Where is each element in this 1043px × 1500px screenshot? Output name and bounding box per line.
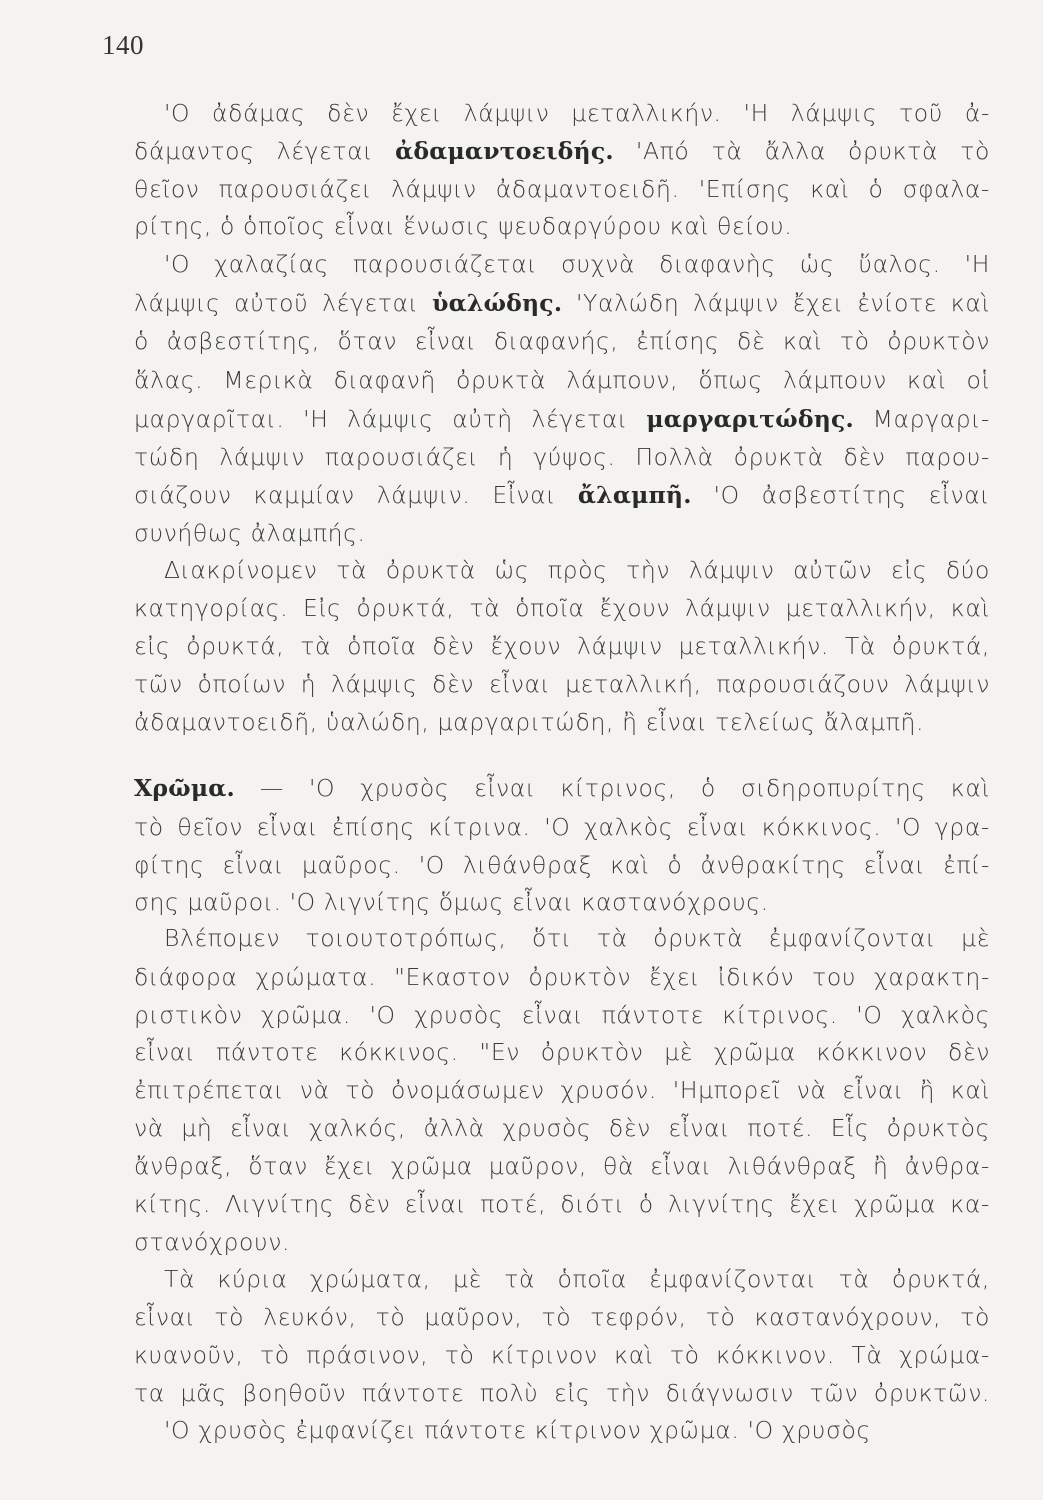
text-line [134, 705, 990, 739]
text-segment: εἰς ὀρυκτά, τὰ ὁποῖα δὲν ἔχουν λάμψιν μεταλλικήν. Τὰ ὀρυκτά, [134, 632, 990, 660]
text-line [134, 286, 990, 320]
text-line [134, 998, 990, 1032]
text-segment: 'Ο ἀδάμας δὲν ἔχει λάμψιν μεταλλικήν. 'Η λάμψις τοῦ ἀ- [164, 99, 990, 127]
text-line [134, 1413, 990, 1447]
text-line [134, 478, 990, 512]
text-line [134, 440, 990, 474]
text-segment: ρίτης, ὁ ὁποῖος εἶναι ἕνωσις ψευδαργύρου καὶ θείου. [134, 212, 793, 240]
bold-term: ἀδαμαντοειδής. [395, 137, 614, 165]
text-segment: Διακρίνομεν τὰ ὀρυκτὰ ὡς πρὸς τὴν λάμψιν αὐτῶν εἰς δύο [164, 556, 990, 584]
bold-term: μαργαριτώδης. [646, 405, 854, 433]
text-segment: Μαργαρι- [853, 405, 990, 433]
text-line [134, 1262, 990, 1296]
text-segment: διάφορα χρώματα. "Εκαστον ὀρυκτὸν ἔχει ἰδικόν του χαρακτη- [134, 963, 990, 991]
text-segment: τα μᾶς βοηθοῦν πάντοτε πολὺ εἰς τὴν διάγνωσιν τῶν ὀρυκτῶν. [134, 1379, 990, 1407]
text-segment: ριστικὸν χρῶμα. 'Ο χρυσὸς εἶναι πάντοτε κίτρινος. 'Ο χαλκὸς [134, 1001, 990, 1029]
bold-term: Χρῶμα. [134, 774, 235, 802]
text-line [134, 960, 990, 994]
text-segment: σης μαῦροι. 'Ο λιγνίτης ὅμως εἶναι καστανόχρους. [134, 888, 769, 916]
text-segment: 'Ο χαλαζίας παρουσιάζεται συχνὰ διαφανὴς ὡς ὕαλος. 'Η [164, 250, 990, 278]
text-line [134, 324, 990, 358]
text-line [134, 1187, 990, 1221]
text-segment: 'Ο χρυσὸς ἐμφανίζει πάντοτε κίτρινον χρῶμα. 'Ο χρυσὸς [164, 1416, 871, 1444]
text-line [134, 247, 990, 281]
text-line [134, 134, 990, 168]
bold-term: ὑαλώδης. [432, 289, 563, 317]
text-segment: νὰ μὴ εἶναι χαλκός, ἀλλὰ χρυσὸς δὲν εἶναι ποτέ. Εἷς ὀρυκτὸς [134, 1114, 990, 1142]
text-line [134, 1073, 990, 1107]
text-segment: 'Από τὰ ἄλλα ὀρυκτὰ τὸ [613, 137, 990, 165]
text-line [134, 209, 990, 243]
text-segment: δάμαντος λέγεται [134, 137, 396, 165]
text-line [134, 1149, 990, 1183]
text-segment: ἀδαμαντοειδῆ, ὑαλώδη, μαργαριτώδη, ἢ εἶναι τελείως ἄλαμπῆ. [134, 708, 925, 736]
text-line [134, 771, 990, 805]
text-segment: Τὰ κύρια χρώματα, μὲ τὰ ὁποῖα ἐμφανίζονται τὰ ὀρυκτά, [164, 1265, 990, 1293]
text-segment: ἄνθραξ, ὅταν ἔχει χρῶμα μαῦρον, θὰ εἶναι λιθάνθραξ ἢ ἀνθρα- [134, 1152, 990, 1180]
text-line [134, 629, 990, 663]
text-line [134, 848, 990, 882]
text-segment: 'Ο ἀσβεστίτης εἶναι [691, 481, 990, 509]
text-segment: συνήθως ἀλαμπής. [134, 519, 366, 547]
text-segment: λάμψις αὐτοῦ λέγεται [134, 289, 433, 317]
text-segment: σιάζουν καμμίαν λάμψιν. Εἶναι [134, 481, 578, 509]
text-segment: Βλέπομεν τοιουτοτρόπως, ὅτι τὰ ὀρυκτὰ ἐμφανίζονται μὲ [164, 924, 990, 952]
text-line [134, 1111, 990, 1145]
text-line [134, 885, 990, 919]
text-line [134, 1300, 990, 1334]
page-number: 140 [102, 30, 144, 60]
text-segment: εἶναι πάντοτε κόκκινος. "Εν ὀρυκτὸν μὲ χρῶμα κόκκινον δὲν [134, 1038, 990, 1066]
text-segment: κυανοῦν, τὸ πράσινον, τὸ κίτρινον καὶ τὸ κόκκινον. Τὰ χρώμα- [134, 1341, 990, 1369]
text-segment: θεῖον παρουσιάζει λάμψιν ἀδαμαντοειδῆ. 'Επίσης καὶ ὁ σφαλα- [134, 175, 990, 203]
text-line [134, 516, 990, 550]
text-line [134, 363, 990, 397]
text-line [134, 921, 990, 955]
text-segment: κατηγορίας. Εἰς ὀρυκτά, τὰ ὁποῖα ἔχουν λάμψιν μεταλλικήν, καὶ [134, 594, 990, 622]
text-segment: τὸ θεῖον εἶναι ἐπίσης κίτρινα. 'Ο χαλκὸς εἶναι κόκκινος. 'Ο γρα- [134, 813, 990, 841]
text-segment: φίτης εἶναι μαῦρος. 'Ο λιθάνθραξ καὶ ὁ ἀνθρακίτης εἶναι ἐπί- [134, 851, 990, 879]
text-line [134, 172, 990, 206]
text-segment: — 'Ο χρυσὸς εἶναι κίτρινος, ὁ σιδηροπυρίτης καὶ [234, 774, 990, 802]
text-segment: τῶν ὁποίων ἡ λάμψις δὲν εἶναι μεταλλική, παρουσιάζουν λάμψιν [134, 670, 990, 698]
text-segment: τώδη λάμψιν παρουσιάζει ἡ γύψος. Πολλὰ ὀρυκτὰ δὲν παρου- [134, 443, 990, 471]
text-segment: ἅλας. Μερικὰ διαφανῆ ὀρυκτὰ λάμπουν, ὅπως λάμπουν καὶ οἱ [134, 366, 990, 394]
text-segment: εἶναι τὸ λευκόν, τὸ μαῦρον, τὸ τεφρόν, τὸ καστανόχρουν, τὸ [134, 1303, 990, 1331]
text-segment: στανόχρουν. [134, 1228, 291, 1256]
text-line [134, 810, 990, 844]
text-line [134, 96, 990, 130]
bold-term: ἄλαμπῆ. [577, 481, 692, 509]
text-line [134, 1338, 990, 1372]
text-segment: μαργαρῖται. 'Η λάμψις αὐτὴ λέγεται [134, 405, 647, 433]
text-line [134, 667, 990, 701]
text-line [134, 1376, 990, 1410]
text-segment: ἐπιτρέπεται νὰ τὸ ὀνομάσωμεν χρυσόν. 'Ημπορεῖ νὰ εἶναι ἢ καὶ [134, 1076, 990, 1104]
text-line [134, 591, 990, 625]
text-line [134, 553, 990, 587]
text-line [134, 1225, 990, 1259]
text-line [134, 1035, 990, 1069]
text-segment: 'Υαλώδη λάμψιν ἔχει ἐνίοτε καὶ [562, 289, 990, 317]
text-line [134, 402, 990, 436]
text-segment: κίτης. Λιγνίτης δὲν εἶναι ποτέ, διότι ὁ λιγνίτης ἔχει χρῶμα κα- [134, 1190, 990, 1218]
text-segment: ὁ ἀσβεστίτης, ὅταν εἶναι διαφανής, ἐπίσης δὲ καὶ τὸ ὀρυκτὸν [134, 327, 990, 355]
